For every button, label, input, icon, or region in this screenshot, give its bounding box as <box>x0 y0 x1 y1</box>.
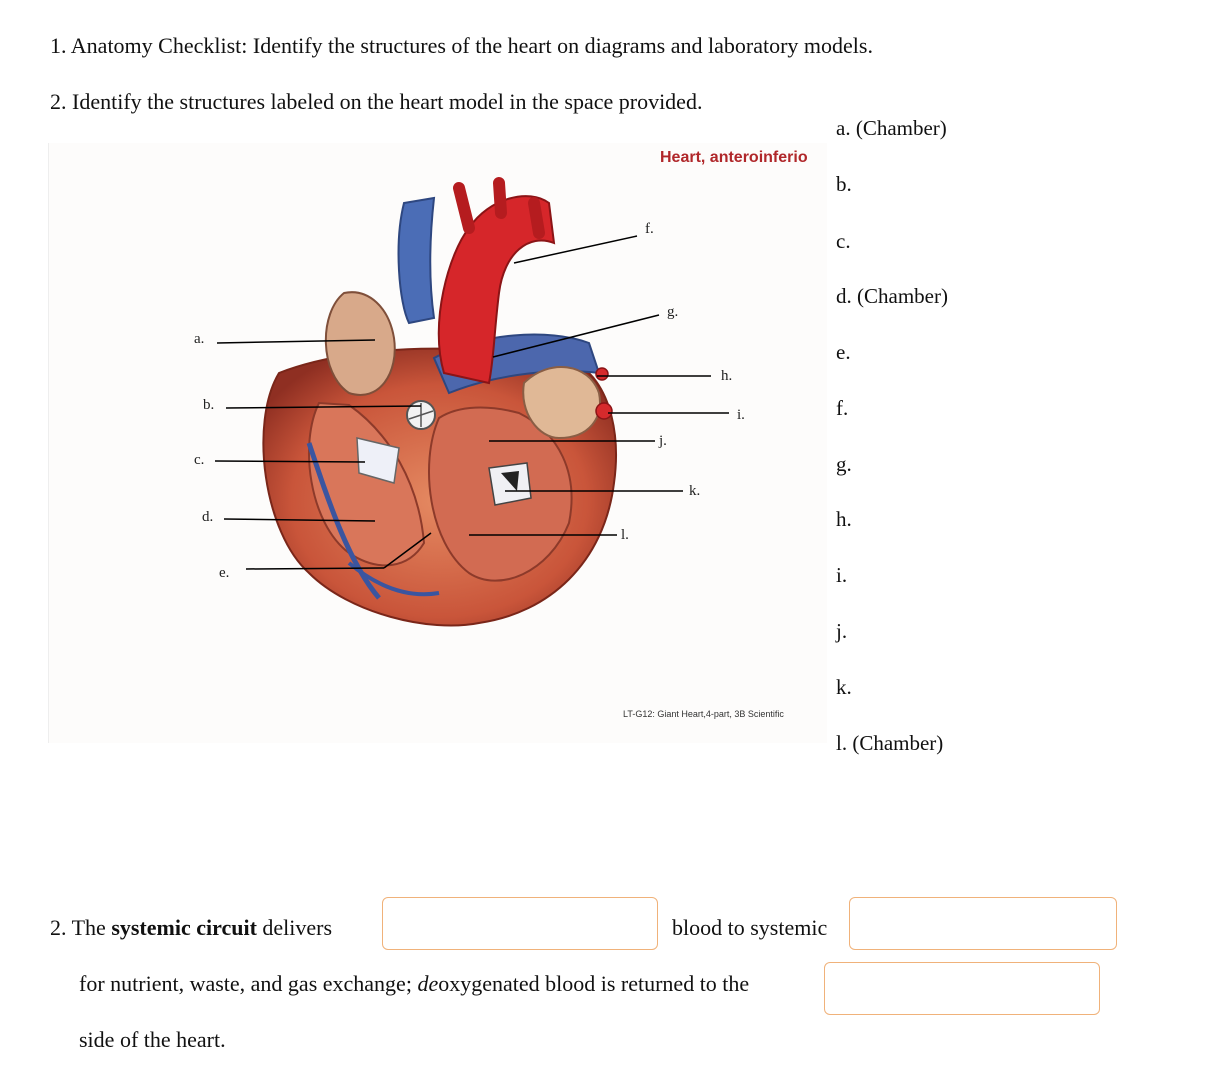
sentence-line-2 <box>79 971 749 997</box>
question-2: 2. Identify the structures labeled on the heart model in the space provided. <box>50 89 703 114</box>
figure-label-d: d. <box>202 509 214 525</box>
answer-h: h. <box>836 507 852 531</box>
heart-model-image <box>49 143 827 743</box>
blank-3-input[interactable] <box>825 963 1099 1014</box>
figure-label-c: c. <box>194 452 205 468</box>
figure-label-a: a. <box>194 331 205 347</box>
blank-2-box[interactable] <box>849 897 1117 950</box>
heart-model-figure <box>48 143 827 743</box>
figure-label-f: f. <box>645 221 654 237</box>
systemic-circuit-sentence <box>50 915 332 941</box>
blank-1-box[interactable] <box>382 897 658 950</box>
figure-label-b: b. <box>203 397 215 413</box>
sentence-middle: blood to systemic <box>672 915 828 940</box>
answer-b: b. <box>836 172 852 196</box>
answer-e: e. <box>836 340 851 364</box>
line2-italic: de <box>417 971 439 996</box>
figure-label-i: i. <box>737 407 745 423</box>
answer-f: f. <box>836 396 849 420</box>
answer-l: l. (Chamber) <box>836 731 944 755</box>
figure-label-k: k. <box>689 483 701 499</box>
line2-post: oxygenated blood is returned to the <box>438 971 750 996</box>
answer-k: k. <box>836 675 852 699</box>
answer-a: a. (Chamber) <box>836 116 947 140</box>
figure-label-e: e. <box>219 565 230 581</box>
answer-i: i. <box>836 563 848 587</box>
line2-pre: for nutrient, waste, and gas exchange; <box>79 971 418 996</box>
figure-caption: LT-G12: Giant Heart,4-part, 3B Scientific <box>623 709 784 719</box>
sentence-after-bold: delivers <box>256 915 333 940</box>
sentence-line-3: side of the heart. <box>79 1027 226 1052</box>
figure-label-j: j. <box>659 433 667 449</box>
figure-title: Heart, anteroinferio <box>660 149 808 166</box>
blank-1-input[interactable] <box>383 898 657 949</box>
answer-j: j. <box>836 619 848 643</box>
figure-label-h: h. <box>721 368 733 384</box>
figure-label-l: l. <box>621 527 629 543</box>
question-1: 1. Anatomy Checklist: Identify the structures of the heart on diagrams and laboratory models. <box>50 33 873 58</box>
blank-2-input[interactable] <box>850 898 1116 949</box>
figure-label-g: g. <box>667 304 679 320</box>
answer-c: c. <box>836 229 851 253</box>
answer-g: g. <box>836 452 852 476</box>
sentence-bold-term: systemic circuit <box>111 915 257 940</box>
sentence-prefix: 2. The <box>50 915 112 940</box>
answer-d: d. (Chamber) <box>836 284 948 308</box>
blank-3-box[interactable] <box>824 962 1100 1015</box>
